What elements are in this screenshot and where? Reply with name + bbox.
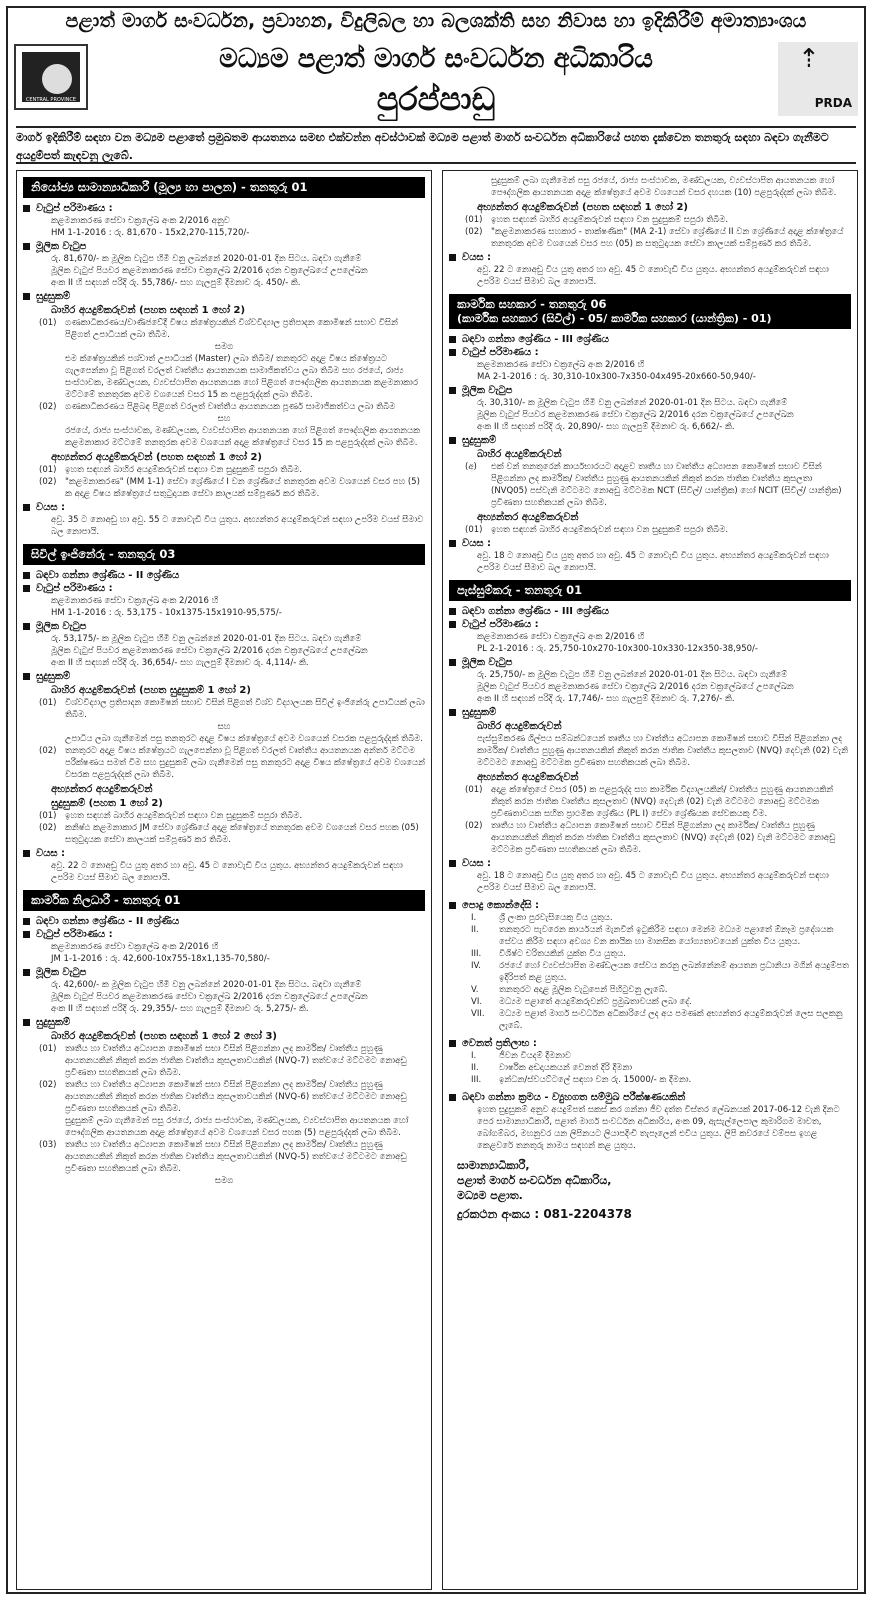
list-item <box>471 984 851 996</box>
bullet-icon <box>23 1019 30 1026</box>
general-conditions-title: පොදු කොන්දේසි : <box>462 900 540 911</box>
qualification-text: පැස්සුම්කරණ ශිල්පය සම්බන්ධයෙන් තෘතීය හා වෘත්තීය අධ්‍යාපන කොමිෂන් සභාව විසින් පිළිගන්නා ලද කාර්මික/ වෘත්තීය පුහුණු ආයතනයකින් නිකුත් කරන ජාතික වෘත්තීය කුසලතාව (NVQ) දෙවැනි (02) වැනි මට්ටමට නොඅඩු මට්ටමක ප්‍රවීණතා සහතිකයක් ලබා තිබීම. <box>477 734 849 768</box>
section-title: වැටුප් පරිමාණය : <box>36 203 113 214</box>
list-item <box>471 1062 851 1074</box>
list-item-text: ජීවන වියදම් දීමනාව <box>499 1051 571 1061</box>
section-title: සුදුසුකම් <box>36 291 71 302</box>
list-item-number: I. <box>471 913 477 923</box>
qualification-text: ඉහත සඳහන් බාහිර අයදුම්කරුවන් සඳහා වන සුදුසුකම් සපුරා තිබීම. <box>65 465 303 475</box>
salary-scale: HM 1-1-2016 : රු. 53,175 - 10x1375-15x1910-95,575/- <box>51 608 282 618</box>
basic-salary-line: අංක II හි සඳහන් පරිදි රු. 55,786/- සහ ගැලපුම් දීමනාව රු. 450/- කි. <box>51 278 301 288</box>
item-number: (02) <box>39 477 57 487</box>
item-number: (01) <box>39 811 57 821</box>
recruitment-grade: බඳවා ගන්නා ශ්‍රේණිය - II ශ්‍රේණිය <box>36 916 180 927</box>
age-text: අවු. 18 ට නොඅඩු විය යුතු අතර හා අවු. 45 ට නොවැඩි විය යුතුය. අභ්‍යන්තර අයදුම්කරුවන් සඳහා උපරිම වයස් සීමාව බල නොපායි. <box>477 551 829 573</box>
list-item-text: ඉන්ධන/ස්වයට්ටලේ සඳහා වන රු. 15000/- ක දීමනා. <box>499 1075 692 1085</box>
bullet-icon <box>23 205 30 212</box>
section-title: වයස : <box>462 858 492 869</box>
list-item <box>471 948 851 960</box>
qualification-text: අදාළ ක්ෂේත්‍රයේ වසර (05) ක පළපුරුද්ද සහ කාර්මික විද්‍යාලයකින්/ වෘත්තීය පුහුණු ආයතනයකින් නිකුත් කරන ජාතික වෘත්තීය කුසලතාව (NVQ) දෙවැනි (02) වැනි මට්ටමට නොඅඩු මට්ටමක ප්‍රවීණතාවයක සහිත ප්‍රාථමික ශ්‍රේණිය (PL I) සේවා ශ්‍රේණියක සේවකයකු වීම. <box>491 785 834 819</box>
list-item-number: III. <box>471 1075 482 1085</box>
other-benefits-title: වෙනත් ප්‍රතිලාභ : <box>462 1038 537 1049</box>
list-item-number: VII. <box>471 1009 485 1019</box>
section-title: වැටුප් පරිමාණය : <box>462 619 539 630</box>
post-title <box>449 294 851 329</box>
bullet-icon <box>23 585 30 592</box>
age-text: අවු. 22 ට නොඅඩු විය යුතු අතර හා අවු. 45 ට නොවැඩි විය යුතුය. අභ්‍යන්තර අයදුම්කරුවන් සඳහා උපරිම වයස් සීමාව බල නොපායි. <box>477 265 829 287</box>
salary-line: කළමනාකරණ සේවා චක්‍රලේඛ අංක 2/2016 හි <box>51 596 219 606</box>
item-number: (02) <box>39 1080 57 1090</box>
item-number: (02) <box>465 821 483 831</box>
section-title: වැටුප් පරිමාණය : <box>36 929 113 940</box>
prda-logo-text: PRDA <box>814 96 852 110</box>
basic-salary-line: අංක II හි සඳහන් පරිදි රු. 29,355/- සහ ගැලපුම් දීමනාව රු. 5,275/- කි. <box>51 1004 309 1014</box>
basic-salary-line: මූලික වැටුප් පියවර කළමනාකරණ සේවා චක්‍රලේඛ 2/2016 දරන චක්‍රලේඛයේ උපලේඛන <box>51 646 368 656</box>
intro-paragraph: මාර්ග ඉදිකිරීම් සඳහා වන මධ්‍යම පළාතේ ප්‍රමුඛතම ආයතනය සමඟ එක්වන්න අවස්ථාවක් මධ්‍යම පළාත් මාර්ග සංවර්ධන අධිකාරියේ පහත දැක්වෙන තනතුරු සඳහා බඳවා ගැනීමට අයදුම්පත් කැඳවනු ලැබේ. <box>16 126 856 164</box>
bullet-icon <box>23 850 30 857</box>
age-text: අවු. 22 ට නොඅඩු විය යුතු අතර හා අවු. 45 ට නොවැඩි විය යුතුය. අභ්‍යන්තර අයදුම්කරුවන් සඳහා උපරිම වයස් සීමාව බල නොපායි. <box>51 861 403 883</box>
list-item-text: ශ්‍රී ලංකා පුරවැසියෙකු විය යුතුය. <box>499 913 613 923</box>
qualification-text: උපාධිය ලබා ගැනීමෙන් පසු තනතුරට අදාළ විෂය ක්ෂේත්‍රයේ අවම වශයෙන් වසරක පළපුරුද්දක් තිබීම. <box>65 734 423 744</box>
item-number: (01) <box>39 1044 57 1054</box>
recruitment-grade: බඳවා ගන්නා ශ්‍රේණිය - II ශ්‍රේණිය <box>36 570 180 581</box>
external-applicants-heading: බාහිර අයදුම්කරුවන් <box>477 721 562 732</box>
basic-salary-line: මූලික වැටුප් පියවර කළමනාකරණ සේවා චක්‍රලේඛ 2/2016 දරන චක්‍රලේඛයේ උපලේඛන <box>477 410 794 420</box>
list-item-number: V. <box>471 985 479 995</box>
recruitment-grade: බඳවා ගන්නා ශ්‍රේණිය - III ශ්‍රේණිය <box>462 334 609 345</box>
qualification-text: සුදුසුකම් ලබා ගැනීමෙන් පසු රජයේ, රාජ්‍ය සංස්ථාවක, මණ්ඩලයක, ව්‍යවස්ථාපිත ආයතනයක හෝ පෞද්ගලික ආයතනයක අදාළ ක්ෂේත්‍රයේ අවම වශයෙන් වසර දහයක (10) පළපුරුද්දක් ලබා තිබීම. <box>491 176 837 198</box>
recruitment-grade: බඳවා ගන්නා ශ්‍රේණිය - III ශ්‍රේණිය <box>462 606 609 617</box>
authority-name: මධ්‍යම පළාත් මාර්ග සංවර්ධන අධිකාරිය <box>219 44 653 74</box>
bullet-icon <box>449 709 456 716</box>
bullet-icon <box>449 540 456 547</box>
item-number: (01) <box>465 785 483 795</box>
qualification-text: ඉහත සඳහන් බාහිර අයදුම්කරුවන් සඳහා වන සුදුසුකම් සපුරා තිබීම. <box>491 525 729 535</box>
internal-qualifications-heading: සුදුසුකම් (පහත 1 හෝ 2) <box>51 798 163 809</box>
application-instructions: ඉහත සුදුසුකම් අනුව අයදුම්පත් සකස් කර ගන්නා ජීව දත්ත විස්තර ලේඛනයක් 2017-06-12 වැනි දිනට පෙර සාමාන්‍යාධිකාරී, පළාත් මාර්ග සංවර්ධන අධිකාරිය, අංක 09, ඇසැල්ලෙපාල කුමාරිගම මාවත, බෝගම්බර, මහනුවර යන ලිපිනයට ලියාපදිංචි තැපෑලෙන් එවිය යුතුය. ලිපි කවරයේ වම්පස ඉහළ කෙළවරේ තනතුරු නාමය සඳහන් කළ යුතුය. <box>477 1105 840 1151</box>
bullet-icon <box>449 254 456 261</box>
age-text: අවු. 18 ට නොඅඩු විය යුතු අතර හා අවු. 45 ට නොවැඩි විය යුතුය. අභ්‍යන්තර අයදුම්කරුවන් සඳහා උපරිම වයස් සීමාව බල නොපායි. <box>477 871 829 893</box>
basic-salary-line: රු. 25,750/- ක මූලික වැටුප හිමි වනු ලබන්නේ 2020-01-01 දින සිටය. බඳවා ගැනීමේ <box>477 670 788 680</box>
recruitment-method-title: බඳවා ගන්නා ක්‍රමය - ව්‍යුහගත සම්මුඛ පරීක්ෂණයකින් <box>462 1092 686 1103</box>
section-title: මූලික වැටුප <box>462 385 513 396</box>
post-welder <box>449 580 851 894</box>
item-number: (අ) <box>465 462 477 472</box>
bullet-icon <box>449 387 456 394</box>
section-title: මූලික වැටුප <box>36 621 87 632</box>
bullet-icon <box>449 608 456 615</box>
bullet-icon <box>23 969 30 976</box>
signature-block <box>457 1158 851 1203</box>
section-title: වයස : <box>462 252 492 263</box>
technical-officer-continued <box>449 175 851 288</box>
basic-salary-line: රු. 53,175/- ක මූලික වැටුප හිමි වනු ලබන්නේ 2020-01-01 දින සිටය. බඳවා ගැනීමේ <box>51 634 362 644</box>
conjunction: සහ <box>217 414 231 424</box>
list-item-text: වාර්ෂික අඩදායකයන් වෙනත් දිරි දීමනා <box>499 1063 633 1073</box>
list-item <box>471 912 851 924</box>
bullet-icon <box>449 860 456 867</box>
list-item-text: තනතුරට අදාළ මූලික වැටුපෙන් පිහිටුවනු ලැබේ. <box>499 985 668 995</box>
bullet-icon <box>449 336 456 343</box>
signatory-organization: පළාත් මාර්ග සංවර්ධන අධිකාරිය, <box>457 1174 612 1187</box>
basic-salary-line: අංක II හි සඳහන් පරිදි රු. 17,746/- සහ ගැලපුම් දීමනාව රු. 7,276/- කි. <box>477 694 735 704</box>
salary-line: කළමනාකරණ සේවා චක්‍රලේඛ අංක 2/2016 අනුව <box>51 216 230 226</box>
qualification-text: "කළමනාකරණ" (MM 1-1) සේවා ශ්‍රේණියේ I වන ශ්‍රේණියේ තනතුරක අවම වශයෙන් වසර පහ (5) ක අදාළ විෂය ක්ෂේත්‍රයේ සතුටුදායක සේවා කාලයක් සම්පූර්ණ කර තිබීම. <box>65 477 420 499</box>
qualification-text: තනතුරට අදාළ විෂය ක්ෂේත්‍රයට ගැලපෙන්නා වූ පිළිගත් වරලත් වෘත්තීය ආයතනයක අන්තර් මට්ටම පරීක්ෂණය සමත් වීම සහ සුදුසුකම් ලබා ගැනීමෙන් පසු තනතුරට අදාළ විෂය ක්ෂේත්‍රයේ අවම වශයෙන් වසරක පළපුරුද්දක් ලබා තිබීම. <box>65 746 425 780</box>
internal-applicants-heading: අභ්‍යන්තර අයදුම්කරුවන් <box>51 784 153 795</box>
basic-salary-line: රු. 81,670/- ක මූලික වැටුප හිමි වනු ලබන්නේ 2020-01-01 දින සිටය. බඳවා ගැනීමේ <box>51 254 362 264</box>
list-item <box>471 960 851 984</box>
qualification-text: සුදුසුකම් ලබා ගැනීමෙන් පසු රජයේ, රාජ්‍ය සංස්ථාවක, මණ්ඩලයක, ව්‍යවස්ථාපිත ආයතනයක හෝ පෞද්ගලික ආයතනයක අදාළ ක්ෂේත්‍රයේ අවම වශයෙන් වසර පහක (5) පළපුරුද්දක් ලබා තිබීම. <box>65 1116 409 1138</box>
post-title-main: කාර්මික සහකාර - තනතුරු 06 <box>457 297 607 311</box>
qualification-text: රජයේ, රාජ්‍ය සංස්ථාවක, මණ්ඩලයක, ව්‍යවස්ථාපිත ආයතනයක හෝ පිළිගත් පෞද්ගලික ආයතනයක කළමනාකාර මට්ටමේ තනතුරක අවම වශයෙන් අදාළ ක්ෂේත්‍රයේ වසර 15 ක පළපුරුද්දක් ලබා තිබීම. <box>65 426 421 448</box>
list-item-number: III. <box>471 949 482 959</box>
post-civil-engineer <box>23 544 425 884</box>
conjunction: සමග <box>214 342 234 352</box>
list-item-number: VI. <box>471 997 483 1007</box>
item-number: (01) <box>39 465 57 475</box>
list-item-text: රජයේ හෝ ව්‍යවස්ථාපිත මණ්ඩලයක සේවය කරනු ලබන්නේනම් ආයතන ප්‍රධානියා මගින් අයදුම්පත ඉදිරිපත් කළ යුතුය. <box>499 961 849 983</box>
list-item-text: මධ්‍යම පළාතේ අයදුම්කරුවන්ට ප්‍රමුඛතාවයක් ලබා දේ. <box>499 997 692 1007</box>
qualification-text: ඉහත සඳහන් බාහිර අයදුම්කරුවන් සඳහා වන සුදුසුකම් සපුරා තිබීම. <box>491 215 729 225</box>
qualification-text: තෘතීය හා වෘත්තීය අධ්‍යාපන කොමිෂන් සභා විසින් පිළිගන්නා ලද කාර්මික/ වෘත්තීය පුහුණු ආයතනයකින් නිකුත් කරන ජාතික වෘත්තීය කුසලතාවයකින් (NVQ-7) තත්වයේ මට්ටමට නොඅඩු ප්‍රවීණතා සහතිකයක් ලබා තිබීම. <box>65 1044 407 1078</box>
section-title: වයස : <box>36 848 66 859</box>
list-item <box>471 996 851 1008</box>
item-number: (01) <box>39 318 57 328</box>
other-benefits <box>449 1038 851 1086</box>
qualification-text: විශ්වවිද්‍යාල ප්‍රතිපාදන කොමිෂන් සභාව විසින් පිළිගත් විශ්ව විද්‍යාලයක සිවිල් ඉංජිනේරු උපාධියක් ලබා තිබීම. <box>65 698 425 720</box>
bullet-icon <box>449 1094 456 1101</box>
bullet-icon <box>449 1040 456 1047</box>
age-text: අවු. 35 ට නොඅඩු හා අවු. 55 ට නොවැඩි විය යුතුය. අභ්‍යන්තර අයදුම්කරුවන් සඳහා උපරිම වයස් සීමාව බල නොපායි. <box>51 515 424 537</box>
post-title: කාර්මික නිලධාරී - තනතුරු 01 <box>23 890 425 911</box>
qualification-text: තෘතීය හා වෘත්තීය අධ්‍යාපන කොමිෂන් සභාව විසින් පිළිගන්නා ලද කාර්මික/ වෘත්තීය පුහුණු ආයතනයකින් නිකුත් කරන ජාතික වෘත්තීය කුසලතාව (NVQ) දෙවැනි (02) වැනි මට්ටමට නොඅඩු මට්ටමක ප්‍රවීණතා සහතිකයක් ලබා තිබීම. <box>491 821 836 855</box>
logo-caption: CENTRAL PROVINCE <box>25 97 77 103</box>
qualification-text: තෘතීය හා වෘත්තීය අධ්‍යාපන කොමිෂන් සභා විසින් පිළිගන්නා ලද කාර්මික/ වෘත්තීය පුහුණු ආයතනයකින් නිකුත් කරන ජාතික වෘත්තීය කුසලතාවයකින් (NVQ-6) තත්වයේ මට්ටමට නොඅඩු ප්‍රවීණතා සහතිකයක් ලබා තිබීම. <box>65 1080 407 1114</box>
section-title: සුදුසුකම් <box>462 707 497 718</box>
post-subtitle: (කාර්මික සහකාර (සිවිල්) - 05/ කාර්මික සහකාර (යාන්ත්‍රික) - 01) <box>457 312 772 325</box>
list-item <box>471 1008 851 1032</box>
external-applicants-heading: බාහිර අයදුම්කරුවන් (පහත සඳහන් 1 හෝ 2 හෝ 3) <box>51 1031 277 1042</box>
post-technical-officer <box>23 890 425 1186</box>
section-title: වයස : <box>462 538 492 549</box>
bullet-icon <box>449 902 456 909</box>
benefits-list <box>449 1050 851 1086</box>
external-applicants-heading: බාහිර අයදුම්කරුවන් (පහත සුදුසුකම් 1 හෝ 2) <box>51 685 251 696</box>
section-title: වයස : <box>36 502 66 513</box>
external-applicants-heading: බාහිර අයදුම්කරුවන් (පහත සඳහන් 1 හෝ 2) <box>51 305 246 316</box>
salary-scale: HM 1-1-2016 : රු. 81,670 - 15x2,270-115,720/- <box>51 228 250 238</box>
item-number: (01) <box>465 525 483 535</box>
section-title: වැටුප් පරිමාණය : <box>462 347 539 358</box>
salary-line: කළමනාකරණ සේවා චක්‍රලේඛ අංක 2/2016 හි <box>477 632 645 642</box>
internal-applicants-heading: අභ්‍යන්තර අයදුම්කරුවන් (පහත සඳහන් 1 හෝ 2) <box>477 202 689 213</box>
signatory-title: සාමාන්‍යාධිකාරී, <box>457 1159 530 1172</box>
bullet-icon <box>449 621 456 628</box>
post-title: සිවිල් ඉංජිනේරු - තනතුරු 03 <box>23 544 425 565</box>
signatory-province: මධ්‍යම පළාත. <box>457 1189 523 1202</box>
salary-scale: MA 2-1-2016 : රු. 30,310-10x300-7x350-04x495-20x660-50,940/- <box>477 372 756 382</box>
section-title: සුදුසුකම් <box>462 435 497 446</box>
bullet-icon <box>23 293 30 300</box>
basic-salary-line: රු. 42,600/- ක මූලික වැටුප හිමි වනු ලබන්නේ 2020-01-01 දින සිටය. බඳවා ගැනීමේ <box>51 980 362 990</box>
internal-applicants-heading: අභ්‍යන්තර අයදුම්කරුවන් <box>477 772 579 783</box>
bullet-icon <box>449 437 456 444</box>
conjunction: සමග <box>214 1176 234 1186</box>
prda-logo <box>778 42 858 116</box>
list-item-text: තනතුරට පැවරෙන කාර්යයන් මැනවින් ඉටුකිරීම සඳහා මෙන්ම මධ්‍යම පළාතේ ඕනෑම ප්‍රදේශයක සේවය කිරීම සඳහා අවශ්‍ය වන කායික හා මානසික යෝග්‍යතාවයෙන් යුක්ත විය යුතුය. <box>499 925 834 947</box>
conjunction: සහ <box>217 722 231 732</box>
list-item-text: මධ්‍යම පළාත් මාර්ග සංවර්ධන අධිකාරියේ ලද අය පමණක් අභ්‍යන්තර අයදුම්කරුවන් ලෙස සලකනු ලැබේ. <box>499 1009 843 1031</box>
basic-salary-line: අංක II හි සඳහන් පරිදි රු. 36,654/- සහ ගැලපුම් දීමනාව රු. 4,114/- කි. <box>51 658 309 668</box>
item-number: (02) <box>465 227 483 237</box>
section-title: මූලික වැටුප <box>36 967 87 978</box>
vacancies-headline: පුරප්පාඩු <box>376 80 496 118</box>
bullet-icon <box>449 349 456 356</box>
basic-salary-line: මූලික වැටුප් පියවර කළමනාකරණ සේවා චක්‍රලේඛ 2/2016 දරන චක්‍රලේඛයේ උපලේඛන <box>51 992 368 1002</box>
general-conditions-list <box>449 912 851 1032</box>
list-item-number: II. <box>471 1063 479 1073</box>
external-applicants-heading: බාහිර අයදුම්කරුවන් <box>477 449 562 460</box>
item-number: (02) <box>39 823 57 833</box>
post-technical-assistant <box>449 294 851 574</box>
section-title: මූලික වැටුප <box>462 657 513 668</box>
section-title: සුදුසුකම් <box>36 1017 71 1028</box>
qualification-text: ගණකාධිකරණය පිළිබඳ පිළිගත් වරලත් වෘත්තීය ආයතනයක පූර්ණ සාමාජිකත්වය ලබා තිබීම <box>65 402 396 412</box>
item-number: (01) <box>465 215 483 225</box>
qualification-text: කනිෂ්ඨ කළමනාකාර JM සේවා ශ්‍රේණියේ අදාළ ක්ෂේත්‍රයේ තනතුරක අවම වශයෙන් වසර පහක (05) සතුටුදායක සේවා කාලයක් සම්පූර්ණ කර තිබීම. <box>65 823 419 845</box>
internal-applicants-heading: අභ්‍යන්තර අයදුම්කරුවන් <box>477 512 579 523</box>
item-number: (03) <box>39 1140 57 1150</box>
road-arrow-icon: ⇡ <box>798 44 820 74</box>
salary-scale: PL 2-1-2016 : රු. 25,750-10x270-10x300-10x330-12x350-38,950/- <box>477 644 758 654</box>
advertisement-page <box>6 6 866 1594</box>
bullet-icon <box>23 243 30 250</box>
qualification-text: එක් වන් තනතුරෙන් කාර්යභාරයට අදාළව තෘතීය හා වෘත්තීය අධ්‍යාපන කොමිෂන් සභාව විසින් පිළිගන්නා ලද කාර්මික/ වෘත්තීය පුහුණු ආයතනයකින් නිකුත් කරන ජාතික වෘත්තීය කුසලතා (NVQ05) පස්වැනි මට්ටමට නොඅඩු මට්ටමක NCT (සිවිල්/ යාන්ත්‍රික) හෝ NCIT (සිවිල්/ යාන්ත්‍රික) ප්‍රවීණතා සහතිකයක් ලබා තිබීම. <box>491 462 842 508</box>
item-number: (01) <box>39 698 57 708</box>
qualification-text: "කළමනාකරණ සහකාර - තාක්ෂණික" (MA 2-1) සේවා ශ්‍රේණියේ II වන ශ්‍රේණියේ අදාළ ක්ෂේත්‍රයේ තනතුරක අවම වශයෙන් වසර පහ (05) ක සතුටුදායක සේවා කාලයක් සම්පූර්ණ කර තිබීම. <box>491 227 844 249</box>
bullet-icon <box>23 931 30 938</box>
post-deputy-general-manager <box>23 177 425 538</box>
list-item-text: විශිෂ්ට චරිතයකින් යුක්ත විය යුතුය. <box>499 949 626 959</box>
qualification-text: තෘතීය හා වෘත්තීය අධ්‍යාපන කොමිෂන් සභා විසින් පිළිගන්නා ලද කාර්මික/ වෘත්තීය පුහුණු ආයතනයකින් නිකුත් කරන ජාතික වෘත්තීය කුසලතාවයකින් (NVQ-5) තත්වයේ මට්ටමට නොඅඩු ප්‍රවීණතා සහතිකයක් ලබා තිබීම. <box>65 1140 407 1174</box>
qualification-text: ඉහත සඳහන් බාහිර අයදුම්කරුවන් සඳහා වන සුදුසුකම් සපුරා තිබීම. <box>65 811 303 821</box>
basic-salary-line: අංක II හි සඳහන් පරිදි රු. 20,890/- සහ ගැලපුම් දීමනාව රු. 6,662/- කි. <box>477 422 735 432</box>
bullet-icon <box>23 572 30 579</box>
list-item <box>471 1074 851 1086</box>
section-title: මූලික වැටුප <box>36 241 87 252</box>
bullet-icon <box>23 918 30 925</box>
basic-salary-line: මූලික වැටුප් පියවර කළමනාකරණ සේවා චක්‍රලේඛ 2/2016 දරන චක්‍රලේඛයේ උපලේඛන <box>477 682 794 692</box>
salary-line: කළමනාකරණ සේවා චක්‍රලේඛ අංක 2/2016 හි <box>51 942 219 952</box>
qualification-text: ගණකාධිකරණය/වාණිජවේදී විෂය ක්ෂේත්‍රයකින් විශ්වවිද්‍යාල ප්‍රතිපාදන කොමිෂන් සභාව විසින් පිළිගත් උපාධියක් ලබා තිබීම. <box>65 318 398 340</box>
salary-line: කළමනාකරණ සේවා චක්‍රලේඛ අංක 2/2016 හි <box>477 360 645 370</box>
list-item-number: II. <box>471 925 479 935</box>
bullet-icon <box>23 673 30 680</box>
ministry-name: පළාත් මාර්ග සංවර්ධන, ප්‍රවාහන, විදුලිබල හා බලශක්ති සහ නිවාස හා ඉදිකිරීම් අමාත්‍යාංශය <box>65 10 807 32</box>
general-conditions <box>449 900 851 1032</box>
bullet-icon <box>449 659 456 666</box>
list-item-number: I. <box>471 1051 477 1061</box>
recruitment-method <box>449 1092 851 1152</box>
left-column <box>16 170 432 1590</box>
bullet-icon <box>23 504 30 511</box>
basic-salary-line: රු. 30,310/- ක මූලික වැටුප හිමි වනු ලබන්නේ 2020-01-01 දින සිටය. බඳවා ගැනීමේ <box>477 398 788 408</box>
post-title: නියෝජ්‍ය සාමාන්‍යාධිකාරී (මූල්‍ය හා පාලන) - තනතුරු 01 <box>23 177 425 198</box>
qualification-text: එම ක්ෂේත්‍රයකින් පශ්චාත් උපාධියක් (Master) ලබා තිබීම/ තනතුරට අදාළ විෂය ක්ෂේත්‍රයට ගැලපෙන්නා වූ පිළිගත් වරලත් වෘත්තීය ආයතනයක සාමාජිකත්වය ලබා තිබීම සහ රජයේ, රාජ්‍ය සංස්ථාවක, මණ්ඩලයක, ව්‍යවස්ථාපිත ආයතනයක හෝ පිළිගත් පෞද්ගලික ආයතනයක කළමනාකාර මට්ටමේ තනතුරක අවම වශයෙන් වසර 15 ක පළපුරුද්දක් ලබා තිබීම. <box>65 354 418 400</box>
internal-applicants-heading: අභ්‍යන්තර අයදුම්කරුවන් (පහත සඳහන් 1 හෝ 2) <box>51 452 263 463</box>
list-item <box>471 924 851 948</box>
section-title: වැටුප් පරිමාණය : <box>36 583 113 594</box>
telephone-number: දුරකථන අංකය : 081-2204378 <box>457 1207 632 1221</box>
item-number: (02) <box>39 746 57 756</box>
item-number: (02) <box>39 402 57 412</box>
section-title: සුදුසුකම් <box>36 671 71 682</box>
list-item <box>471 1050 851 1062</box>
list-item-number: IV. <box>471 961 481 971</box>
post-title: පැස්සුම්කරු - තනතුරු 01 <box>449 580 851 601</box>
bullet-icon <box>23 623 30 630</box>
basic-salary-line: මූලික වැටුප් පියවර කළමනාකරණ සේවා චක්‍රලේඛ 2/2016 දරන චක්‍රලේඛයේ උපලේඛන <box>51 266 368 276</box>
right-column <box>442 170 858 1590</box>
salary-scale: JM 1-1-2016 : රු. 42,600-10x755-18x1,135-70,580/- <box>51 954 270 964</box>
